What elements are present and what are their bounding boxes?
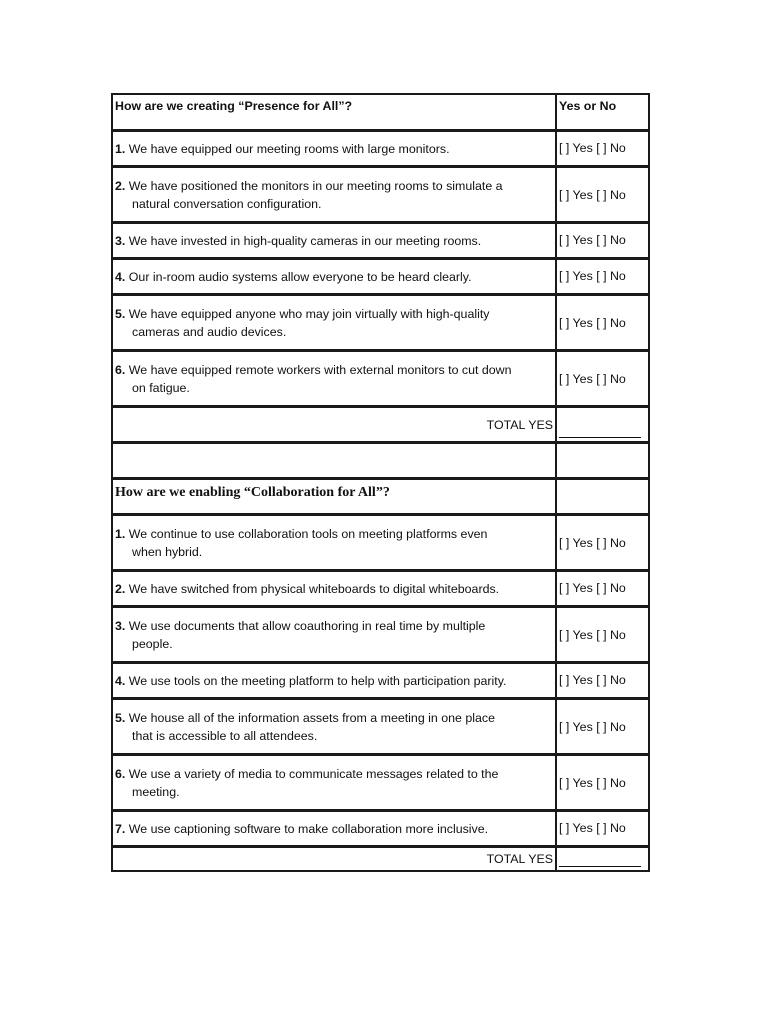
question-cell [113,756,557,809]
table-row [113,755,648,811]
section2-title: How are we enabling “Collaboration for All”? [113,480,557,513]
question-cell [113,700,557,753]
question-text: We use captioning software to make collaboration more inclusive. [128,821,489,836]
yes-no-choice[interactable]: [ ] Yes [ ] No [559,581,626,595]
total-yes-label: TOTAL YES [486,417,553,432]
section2-header-row [113,479,648,515]
question-number: 6. [115,362,126,377]
table-row [113,259,648,295]
question-text-continued: that is accessible to all attendees. [132,728,318,743]
question-text: We use a variety of media to communicate messages related to the [128,766,499,781]
yes-no-choice[interactable]: [ ] Yes [ ] No [559,673,626,687]
table-row [113,351,648,407]
question-cell [113,812,557,845]
section1-title: How are we creating “Presence for All”? [113,95,557,129]
yes-no-choice[interactable]: [ ] Yes [ ] No [559,371,626,386]
question-text: Our in-room audio systems allow everyone to be heard clearly. [128,269,472,284]
empty-cell [557,480,648,513]
question-text-continued: natural conversation configuration. [132,196,322,211]
table-row [113,167,648,223]
yes-no-choice[interactable]: [ ] Yes [ ] No [559,269,626,283]
total-yes-blank[interactable] [557,848,648,870]
question-text-continued: when hybrid. [132,544,203,559]
question-text: We have equipped anyone who may join virtually with high-quality [128,306,490,321]
question-text: We have equipped remote workers with external monitors to cut down [128,362,512,377]
yes-no-choice[interactable]: [ ] Yes [ ] No [559,627,626,642]
table-row [113,663,648,699]
table-row [113,131,648,167]
question-number: 1. [115,526,126,541]
question-cell [113,572,557,605]
question-number: 1. [115,141,126,156]
question-text: We use documents that allow coauthoring in real time by multiple [128,618,486,633]
question-cell [113,664,557,697]
yes-no-choice[interactable]: [ ] Yes [ ] No [559,719,626,734]
yes-no-choice[interactable]: [ ] Yes [ ] No [559,187,626,202]
question-number: 6. [115,766,126,781]
question-number: 4. [115,673,126,688]
table-row [113,295,648,351]
section2-total-row [113,847,648,872]
empty-cell [113,444,557,477]
spacer-row [113,443,648,479]
table-row [113,571,648,607]
question-text: We have invested in high-quality cameras in our meeting rooms. [128,233,482,248]
section1-total-row [113,407,648,443]
question-text: We have equipped our meeting rooms with large monitors. [128,141,450,156]
table-row [113,607,648,663]
question-text-continued: meeting. [132,784,180,799]
total-yes-label: TOTAL YES [486,852,553,866]
empty-cell [557,444,648,477]
question-text-continued: cameras and audio devices. [132,324,287,339]
total-yes-line [559,865,641,867]
answer-column-header: Yes or No [559,99,617,113]
question-text: We house all of the information assets from a meeting in one place [128,710,495,725]
question-text: We have positioned the monitors in our meeting rooms to simulate a [128,178,503,193]
table-row [113,515,648,571]
yes-no-choice[interactable]: [ ] Yes [ ] No [559,315,626,330]
yes-no-choice[interactable]: [ ] Yes [ ] No [559,535,626,550]
question-cell [113,608,557,661]
question-number: 4. [115,269,126,284]
question-number: 3. [115,618,126,633]
question-text-continued: on fatigue. [132,380,190,395]
table-row [113,223,648,259]
question-text: We continue to use collaboration tools on meeting platforms even [128,526,488,541]
checklist-table [111,93,650,872]
total-label [113,408,557,441]
question-number: 3. [115,233,126,248]
section1-header-row [113,95,648,131]
question-number: 2. [115,581,126,596]
question-cell [113,224,557,257]
question-text-continued: people. [132,636,173,651]
question-text: We have switched from physical whiteboards to digital whiteboards. [128,581,500,596]
question-cell [113,352,557,405]
yes-no-choice[interactable]: [ ] Yes [ ] No [559,821,626,835]
question-text: We use tools on the meeting platform to help with participation parity. [128,673,507,688]
question-cell [113,132,557,165]
yes-no-choice[interactable]: [ ] Yes [ ] No [559,141,626,155]
question-number: 5. [115,710,126,725]
question-cell [113,168,557,221]
yes-no-choice[interactable]: [ ] Yes [ ] No [559,775,626,790]
question-cell [113,260,557,293]
table-row [113,811,648,847]
question-cell [113,516,557,569]
table-row [113,699,648,755]
question-number: 2. [115,178,126,193]
question-number: 7. [115,821,126,836]
total-yes-blank[interactable] [557,408,648,441]
total-label [113,848,557,870]
total-yes-line [559,436,641,438]
question-number: 5. [115,306,126,321]
question-cell [113,296,557,349]
yes-no-choice[interactable]: [ ] Yes [ ] No [559,233,626,247]
